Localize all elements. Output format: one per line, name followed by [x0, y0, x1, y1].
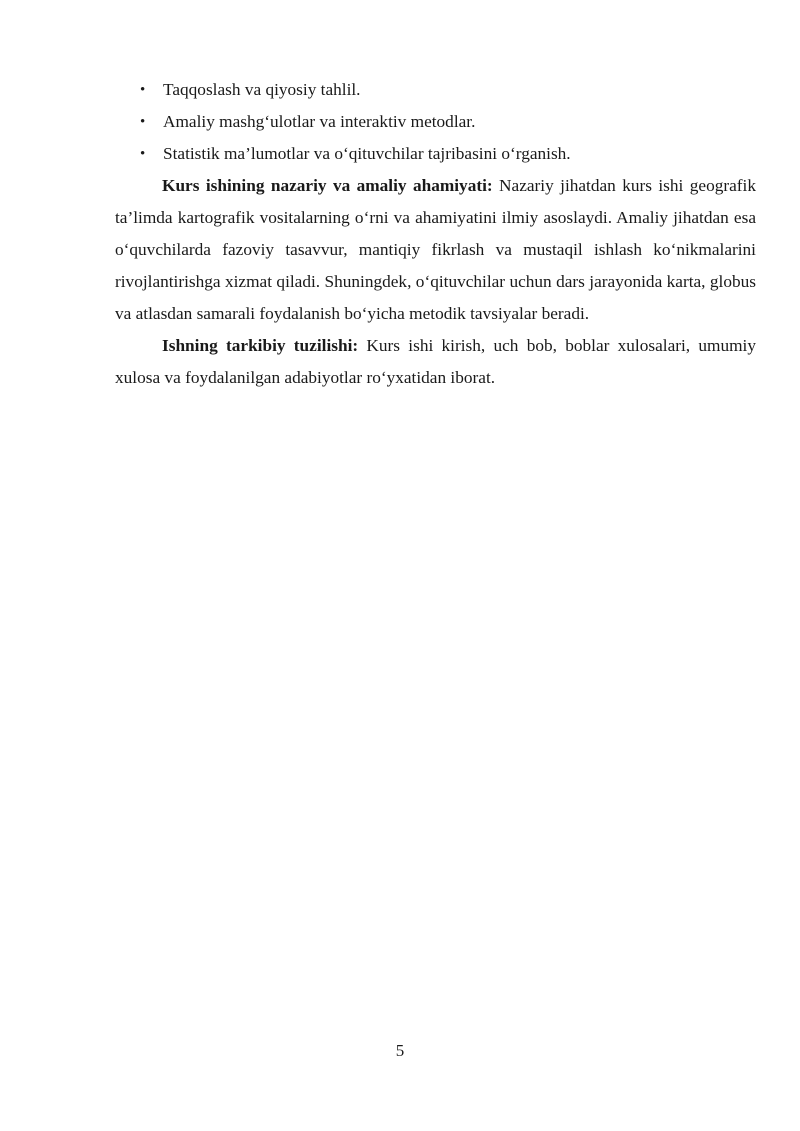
- page-number: 5: [395, 1041, 405, 1060]
- list-item: [115, 106, 756, 138]
- significance-text: Nazariy jihatdan kurs ishi geografik ta’limda kartografik vositalarning o‘rni va ahamiyatini ilmiy asoslaydi. Amaliy jihatdan esa o‘quvchilarda fazoviy tasavvur, mantiqiy fikrlash va mustaqil ishlash ko‘nikmalarini rivojlantirishga xizmat qiladi. Shuningdek, o‘qituvchilar uchun dars jarayonida karta, globus va atlasdan samarali foydalanish bo‘yicha metodik tavsiyalar beradi.: [115, 176, 756, 323]
- bullet-list: [115, 74, 756, 170]
- list-item-text: Statistik ma’lumotlar va o‘qituvchilar tajribasini o‘rganish.: [163, 144, 571, 163]
- structure-heading: Ishning tarkibiy tuzilishi:: [162, 336, 359, 355]
- list-item: [115, 74, 756, 106]
- structure-text: Kurs ishi kirish, uch bob, boblar xulosalari, umumiy xulosa va foydalanilgan adabiyotlar ro‘yxatidan iborat.: [115, 336, 756, 387]
- significance-heading: Kurs ishining nazariy va amaliy ahamiyati:: [162, 176, 493, 195]
- page-content: [115, 74, 756, 394]
- bullet-icon: •: [140, 114, 146, 130]
- significance-paragraph: [115, 170, 756, 330]
- list-item-text: Taqqoslash va qiyosiy tahlil.: [163, 80, 361, 99]
- list-item: [115, 138, 756, 170]
- bullet-icon: •: [140, 82, 146, 98]
- list-item-text: Amaliy mashg‘ulotlar va interaktiv metodlar.: [163, 112, 476, 131]
- bullet-icon: •: [140, 146, 146, 162]
- structure-paragraph: [115, 330, 756, 394]
